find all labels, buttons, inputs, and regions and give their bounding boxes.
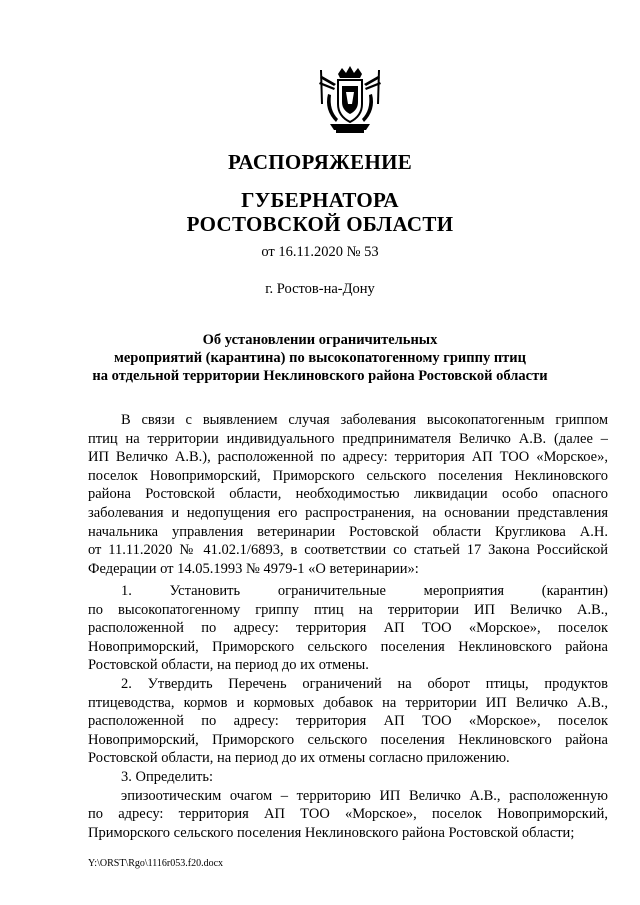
- point-2-line: 2. Утвердить Перечень ограничений на оборот птицы, продуктов: [121, 675, 608, 692]
- point-1-line: по высокопатогенному гриппу птиц на территории ИП Величко А.В.,: [88, 601, 608, 618]
- document-date-number: от 16.11.2020 № 53: [261, 244, 379, 260]
- text-line: Федерации от 14.05.1993 № 4979-1 «О ветеринарии»:: [88, 560, 419, 577]
- point-3-line: 3. Определить:: [121, 768, 214, 785]
- document-type-title: РАСПОРЯЖЕНИЕ: [227, 150, 413, 174]
- document-subject: [0, 331, 640, 385]
- issuer-title: [0, 188, 640, 236]
- point-2-line: птицеводства, кормов и кормовых добавок на территории ИП Величко А.В.,: [88, 694, 608, 711]
- point-3-line: эпизоотическим очагом – территорию ИП Величко А.В., расположенную: [121, 787, 608, 804]
- order-points: [88, 582, 608, 842]
- point-2-line: Ростовской области, на период до их отмены согласно приложению.: [88, 750, 510, 767]
- text-line: района Ростовской области, необходимостью ликвидации особо опасного: [88, 486, 608, 503]
- document-city: г. Ростов-на-Дону: [265, 281, 375, 297]
- text-line: заболевания и недопущения его распространения, на основании представления: [88, 504, 608, 521]
- text-line: В связи с выявлением случая заболевания высокопатогенным гриппом: [121, 412, 608, 428]
- subject-line: на отдельной территории Неклиновского района Ростовской области: [92, 368, 548, 384]
- point-3-line: Приморского сельского поселения Неклиновского района Ростовской области;: [88, 824, 575, 841]
- point-1-line: расположенной по адресу: территория АП ТОО «Морское», поселок: [88, 620, 608, 637]
- subject-line: мероприятий (карантина) по высокопатогенному гриппу птиц: [113, 350, 527, 366]
- rostov-oblast-coat-of-arms-icon: [314, 64, 386, 136]
- issuer-line: РОСТОВСКОЙ ОБЛАСТИ: [186, 212, 454, 236]
- point-1-line: Новоприморский, Приморского сельского поселения Неклиновского района: [88, 638, 608, 655]
- text-line: птиц на территории индивидуального предпринимателя Величко А.В. (далее –: [88, 430, 608, 447]
- text-line: поселок Новоприморский, Приморского сельского поселения Неклиновского: [88, 467, 608, 484]
- file-path-footer: Y:\ORST\Rgo\1116r053.f20.docx: [88, 858, 224, 869]
- point-2-line: Новоприморский, Приморского сельского поселения Неклиновского района: [88, 731, 608, 748]
- issuer-line: ГУБЕРНАТОРА: [241, 188, 399, 212]
- text-line: начальника управления ветеринарии Ростовской области Кругликова А.Н.: [88, 523, 608, 540]
- preamble-paragraph: [88, 411, 608, 578]
- point-3-line: по адресу: территория АП ТОО «Морское», поселок Новоприморский,: [88, 806, 608, 823]
- text-line: от 11.11.2020 № 41.02.1/6893, в соответствии со статьей 17 Закона Российской: [88, 542, 608, 559]
- point-1-line: Ростовской области, на период до их отмены.: [88, 657, 369, 674]
- subject-line: Об установлении ограничительных: [202, 332, 438, 348]
- point-1-line: 1. Установить ограничительные мероприятия (карантин): [121, 583, 608, 599]
- text-line: ИП Величко А.В.), расположенной по адресу: территория АП ТОО «Морское»,: [88, 449, 608, 466]
- point-2-line: расположенной по адресу: территория АП ТОО «Морское», поселок: [88, 713, 608, 730]
